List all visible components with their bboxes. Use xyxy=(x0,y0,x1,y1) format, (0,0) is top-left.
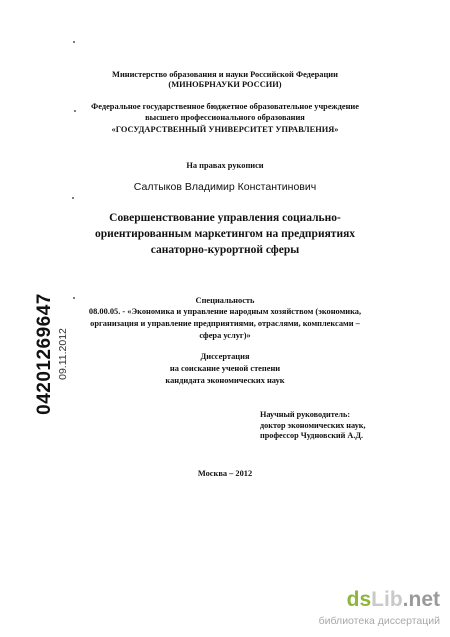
institution-line-1: Федеральное государственное бюджетное образовательное учреждение xyxy=(91,102,359,111)
degree-line-2: на соискание ученой степени xyxy=(169,364,281,373)
dissertation-title-line-1: Совершенствование управления социально- xyxy=(109,212,341,224)
watermark-tagline: библиотека диссертаций xyxy=(318,615,440,627)
registration-number-stamp: 04201269647 xyxy=(34,293,55,415)
specialty-line-3: сфера услуг)» xyxy=(199,331,251,340)
dissertation-title-line-2: ориентированным маркетингом на предприятиях xyxy=(94,228,356,240)
manuscript-note: На правах рукописи xyxy=(186,161,264,170)
logo-part-net: .net xyxy=(402,588,440,611)
scan-speck xyxy=(72,197,74,199)
supervisor-block xyxy=(260,410,380,442)
ministry-line-2: (МИНОБРНАУКИ РОССИИ) xyxy=(168,80,282,89)
ministry-line-1: Министерство образования и науки Российской Федерации xyxy=(112,70,338,79)
specialty-label: Специальность xyxy=(195,296,255,305)
supervisor-line-2: доктор экономических наук, xyxy=(260,420,366,430)
specialty-line-1: 08.00.05. - «Экономика и управление народным хозяйством (экономика, xyxy=(88,307,362,316)
institution-line-2: высшего профессионального образования xyxy=(145,113,305,122)
supervisor-line-3: профессор Чудновский А.Д. xyxy=(260,431,364,440)
logo-part-lib: Lib xyxy=(371,588,403,611)
registration-date-stamp: 09.11.2012 xyxy=(57,328,69,380)
dissertation-title-line-3: санаторно-курортной сферы xyxy=(150,244,300,256)
institution-line-3: «ГОСУДАРСТВЕННЫЙ УНИВЕРСИТЕТ УПРАВЛЕНИЯ» xyxy=(111,125,339,134)
supervisor-line-1: Научный руководитель: xyxy=(260,410,351,419)
degree-line-3: кандидата экономических наук xyxy=(165,376,285,385)
scan-speck xyxy=(73,41,75,43)
degree-line-1: Диссертация xyxy=(200,352,250,361)
place-year: Москва – 2012 xyxy=(197,469,253,478)
dslib-watermark xyxy=(318,588,446,632)
logo-part-ds: ds xyxy=(346,588,372,611)
specialty-line-2: организация и управление предприятиями, отраслями, комплексами – xyxy=(90,319,360,328)
author-name: Салтыков Владимир Константинович xyxy=(133,181,317,193)
dslib-logo xyxy=(347,588,440,612)
